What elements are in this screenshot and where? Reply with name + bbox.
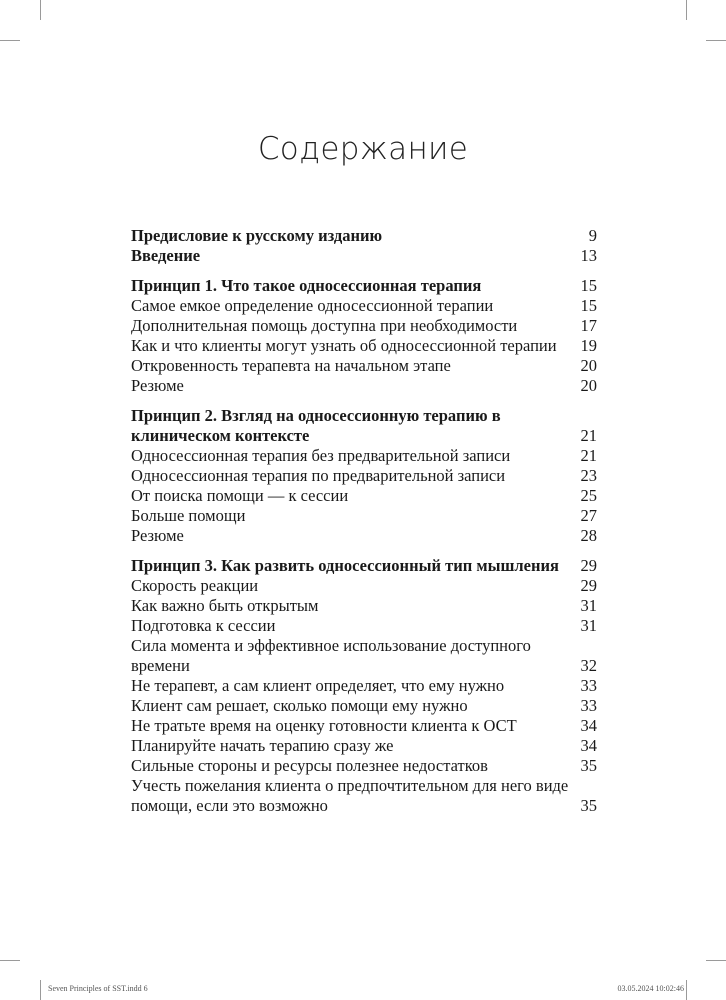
toc-chapter-entry[interactable] — [131, 406, 597, 446]
toc-section-entry[interactable] — [131, 446, 597, 466]
toc-entry-page-number: 34 — [580, 716, 597, 735]
toc-entry-title: Скорость реакции — [131, 576, 259, 595]
toc-entry-page-number: 17 — [580, 316, 597, 335]
toc-section-entry[interactable] — [131, 486, 597, 506]
toc-section-entry[interactable] — [131, 636, 597, 676]
toc-entry-title: Предисловие к русскому изданию — [131, 226, 383, 245]
table-of-contents — [131, 226, 597, 816]
toc-section-entry[interactable] — [131, 526, 597, 546]
toc-entry-page-number: 23 — [580, 466, 597, 485]
toc-section-entry[interactable] — [131, 696, 597, 716]
toc-section-entry[interactable] — [131, 376, 597, 396]
toc-entry-page-number: 33 — [580, 676, 597, 695]
toc-chapter-entry[interactable] — [131, 246, 597, 266]
toc-entry-page-number: 13 — [580, 246, 597, 265]
toc-section-entry[interactable] — [131, 776, 597, 816]
toc-entry-title: Как важно быть открытым — [131, 596, 319, 615]
page-title: Содержание — [257, 131, 469, 167]
toc-entry-title: Сильные стороны и ресурсы полезнее недостатков — [131, 756, 488, 775]
toc-entry-title: Планируйте начать терапию сразу же — [131, 736, 394, 755]
crop-mark — [0, 960, 20, 961]
toc-entry-title: Самое емкое определение односессионной терапии — [131, 296, 494, 315]
toc-entry-page-number: 15 — [580, 296, 597, 315]
crop-mark — [706, 960, 726, 961]
toc-entry-page-number: 29 — [580, 556, 597, 575]
toc-entry-page-number: 20 — [580, 376, 597, 395]
toc-entry-title: Как и что клиенты могут узнать об односессионной терапии — [131, 336, 557, 355]
toc-entry-page-number: 20 — [580, 356, 597, 375]
toc-entry-page-number: 35 — [580, 796, 597, 815]
toc-entry-page-number: 33 — [580, 696, 597, 715]
toc-entry-page-number: 35 — [580, 756, 597, 775]
toc-section-entry[interactable] — [131, 736, 597, 756]
toc-entry-page-number: 21 — [580, 446, 597, 465]
toc-entry-page-number: 29 — [580, 576, 597, 595]
toc-entry-title: Введение — [131, 246, 201, 265]
crop-mark — [706, 40, 726, 41]
crop-mark — [686, 980, 687, 1000]
toc-section-entry[interactable] — [131, 616, 597, 636]
toc-entry-page-number: 28 — [580, 526, 597, 545]
toc-entry-title: Клиент сам решает, сколько помощи ему нужно — [131, 696, 468, 715]
toc-section-entry[interactable] — [131, 356, 597, 376]
toc-entry-page-number: 15 — [580, 276, 597, 295]
toc-entry-page-number: 25 — [580, 486, 597, 505]
toc-entry-page-number: 32 — [580, 656, 597, 675]
footer-file-info: Seven Principles of SST.indd 6 — [48, 984, 148, 993]
toc-entry-title: Дополнительная помощь доступна при необходимости — [131, 316, 518, 335]
toc-entry-title: Принцип 3. Как развить односессионный тип мышления — [131, 556, 559, 575]
toc-section-entry[interactable] — [131, 506, 597, 526]
crop-mark — [40, 0, 41, 20]
toc-section-entry[interactable] — [131, 576, 597, 596]
toc-section-entry[interactable] — [131, 296, 597, 316]
toc-entry-title: Больше помощи — [131, 506, 246, 525]
toc-entry-title: Резюме — [131, 376, 184, 395]
toc-entry-title: Не тратьте время на оценку готовности клиента к ОСТ — [131, 716, 517, 735]
crop-mark — [0, 40, 20, 41]
toc-entry-page-number: 21 — [580, 426, 597, 445]
toc-entry-page-number: 34 — [580, 736, 597, 755]
toc-section-entry[interactable] — [131, 596, 597, 616]
toc-chapter-entry[interactable] — [131, 556, 597, 576]
toc-section-entry[interactable] — [131, 316, 597, 336]
toc-entry-title: Принцип 2. Взгляд на односессионную терапию в клиническом контексте — [131, 406, 501, 445]
toc-section-entry[interactable] — [131, 676, 597, 696]
toc-entry-title: Односессионная терапия без предварительной записи — [131, 446, 511, 465]
footer-timestamp: 03.05.2024 10:02:46 — [617, 984, 684, 993]
toc-chapter-entry[interactable] — [131, 226, 597, 246]
toc-entry-title: Учесть пожелания клиента о предпочтительном для него виде помощи, если это возможно — [131, 776, 569, 815]
toc-entry-title: Резюме — [131, 526, 184, 545]
toc-entry-page-number: 19 — [580, 336, 597, 355]
toc-entry-page-number: 9 — [588, 226, 597, 245]
toc-entry-title: Односессионная терапия по предварительной записи — [131, 466, 506, 485]
toc-section-entry[interactable] — [131, 466, 597, 486]
crop-mark — [40, 980, 41, 1000]
toc-entry-title: Откровенность терапевта на начальном этапе — [131, 356, 451, 375]
toc-entry-title: Принцип 1. Что такое односессионная терапия — [131, 276, 482, 295]
toc-entry-title: Подготовка к сессии — [131, 616, 276, 635]
toc-entry-page-number: 27 — [580, 506, 597, 525]
toc-section-entry[interactable] — [131, 336, 597, 356]
toc-entry-title: От поиска помощи — к сессии — [131, 486, 349, 505]
toc-chapter-entry[interactable] — [131, 276, 597, 296]
toc-entry-title: Не терапевт, а сам клиент определяет, что ему нужно — [131, 676, 505, 695]
crop-mark — [686, 0, 687, 20]
toc-entry-page-number: 31 — [580, 616, 597, 635]
toc-entry-title: Сила момента и эффективное использование доступного времени — [131, 636, 531, 675]
toc-section-entry[interactable] — [131, 756, 597, 776]
toc-section-entry[interactable] — [131, 716, 597, 736]
toc-entry-page-number: 31 — [580, 596, 597, 615]
